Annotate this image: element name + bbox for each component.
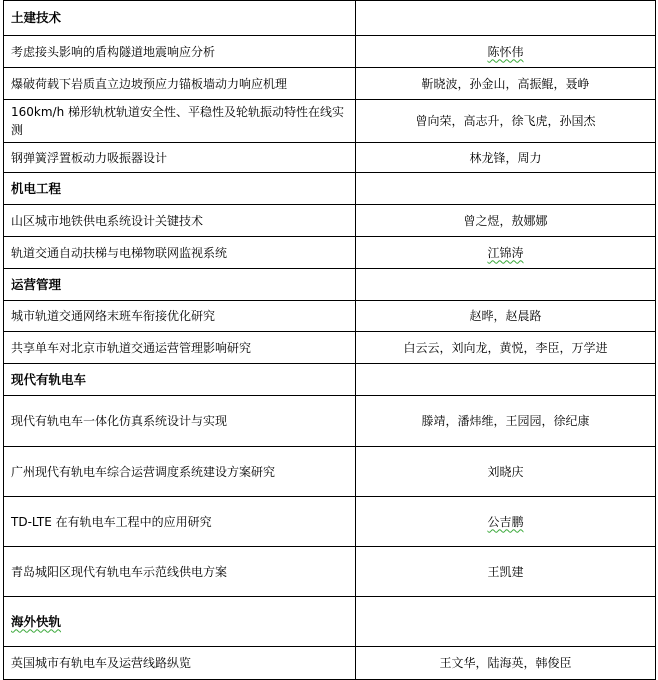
table-row: [4, 143, 656, 173]
article-authors: 刘晓庆: [356, 447, 656, 497]
article-authors: [356, 36, 656, 68]
article-authors: 曾向荣，高志升，徐飞虎，孙国杰: [356, 100, 656, 143]
article-title: 轨道交通自动扶梯与电梯物联网监视系统: [4, 237, 356, 269]
article-title: 共享单车对北京市轨道交通运营管理影响研究: [4, 332, 356, 364]
article-authors: [356, 497, 656, 547]
table-row: [4, 237, 656, 269]
article-title: 考虑接头影响的盾构隧道地震响应分析: [4, 36, 356, 68]
table-row: [4, 301, 656, 332]
article-table: [3, 0, 656, 680]
table-row: [4, 547, 656, 597]
article-title: 160km/h 梯形轨枕轨道安全性、平稳性及轮轨振动特性在线实测: [4, 100, 356, 143]
table-row: [4, 100, 656, 143]
article-authors: [356, 237, 656, 269]
table-row: [4, 332, 656, 364]
table-row: [4, 205, 656, 237]
authors-text: 陈怀伟: [487, 44, 524, 59]
section-row: [4, 1, 656, 36]
article-authors: 曾之煜，敖娜娜: [356, 205, 656, 237]
article-title: 钢弹簧浮置板动力吸振器设计: [4, 143, 356, 173]
article-title: 广州现代有轨电车综合运营调度系统建设方案研究: [4, 447, 356, 497]
article-authors: 王凯建: [356, 547, 656, 597]
article-authors: 王文华，陆海英，韩俊臣: [356, 647, 656, 680]
authors-text: 江锦涛: [487, 245, 524, 260]
article-title: TD-LTE 在有轨电车工程中的应用研究: [4, 497, 356, 547]
table-row: [4, 647, 656, 680]
section-authors-cell: [356, 597, 656, 647]
section-title: [4, 597, 356, 647]
section-title: 土建技术: [4, 1, 356, 36]
article-authors: 白云云，刘向龙，黄悦，李臣，万学进: [356, 332, 656, 364]
section-title-text: 海外快轨: [11, 613, 62, 629]
article-authors: 靳晓波，孙金山，高振鲲，聂峥: [356, 68, 656, 100]
article-title: 山区城市地铁供电系统设计关键技术: [4, 205, 356, 237]
article-title: 爆破荷载下岩质直立边坡预应力锚板墙动力响应机理: [4, 68, 356, 100]
table-row: [4, 447, 656, 497]
table-row: [4, 497, 656, 547]
section-authors-cell: [356, 1, 656, 36]
authors-text: 公吉鹏: [487, 514, 524, 529]
article-title: 现代有轨电车一体化仿真系统设计与实现: [4, 396, 356, 447]
article-title: 英国城市有轨电车及运营线路纵览: [4, 647, 356, 680]
section-row: [4, 597, 656, 647]
table-row: [4, 68, 656, 100]
section-authors-cell: [356, 269, 656, 301]
article-title: 城市轨道交通网络末班车衔接优化研究: [4, 301, 356, 332]
article-authors: 林龙锋，周力: [356, 143, 656, 173]
table-row: [4, 36, 656, 68]
article-authors: 赵晔，赵晨路: [356, 301, 656, 332]
article-title: 青岛城阳区现代有轨电车示范线供电方案: [4, 547, 356, 597]
section-title: 机电工程: [4, 173, 356, 205]
section-authors-cell: [356, 173, 656, 205]
section-title: 运营管理: [4, 269, 356, 301]
section-authors-cell: [356, 364, 656, 396]
section-title: 现代有轨电车: [4, 364, 356, 396]
article-authors: 滕靖，潘炜维，王园园，徐纪康: [356, 396, 656, 447]
section-row: [4, 173, 656, 205]
table-row: [4, 396, 656, 447]
section-row: [4, 364, 656, 396]
section-row: [4, 269, 656, 301]
